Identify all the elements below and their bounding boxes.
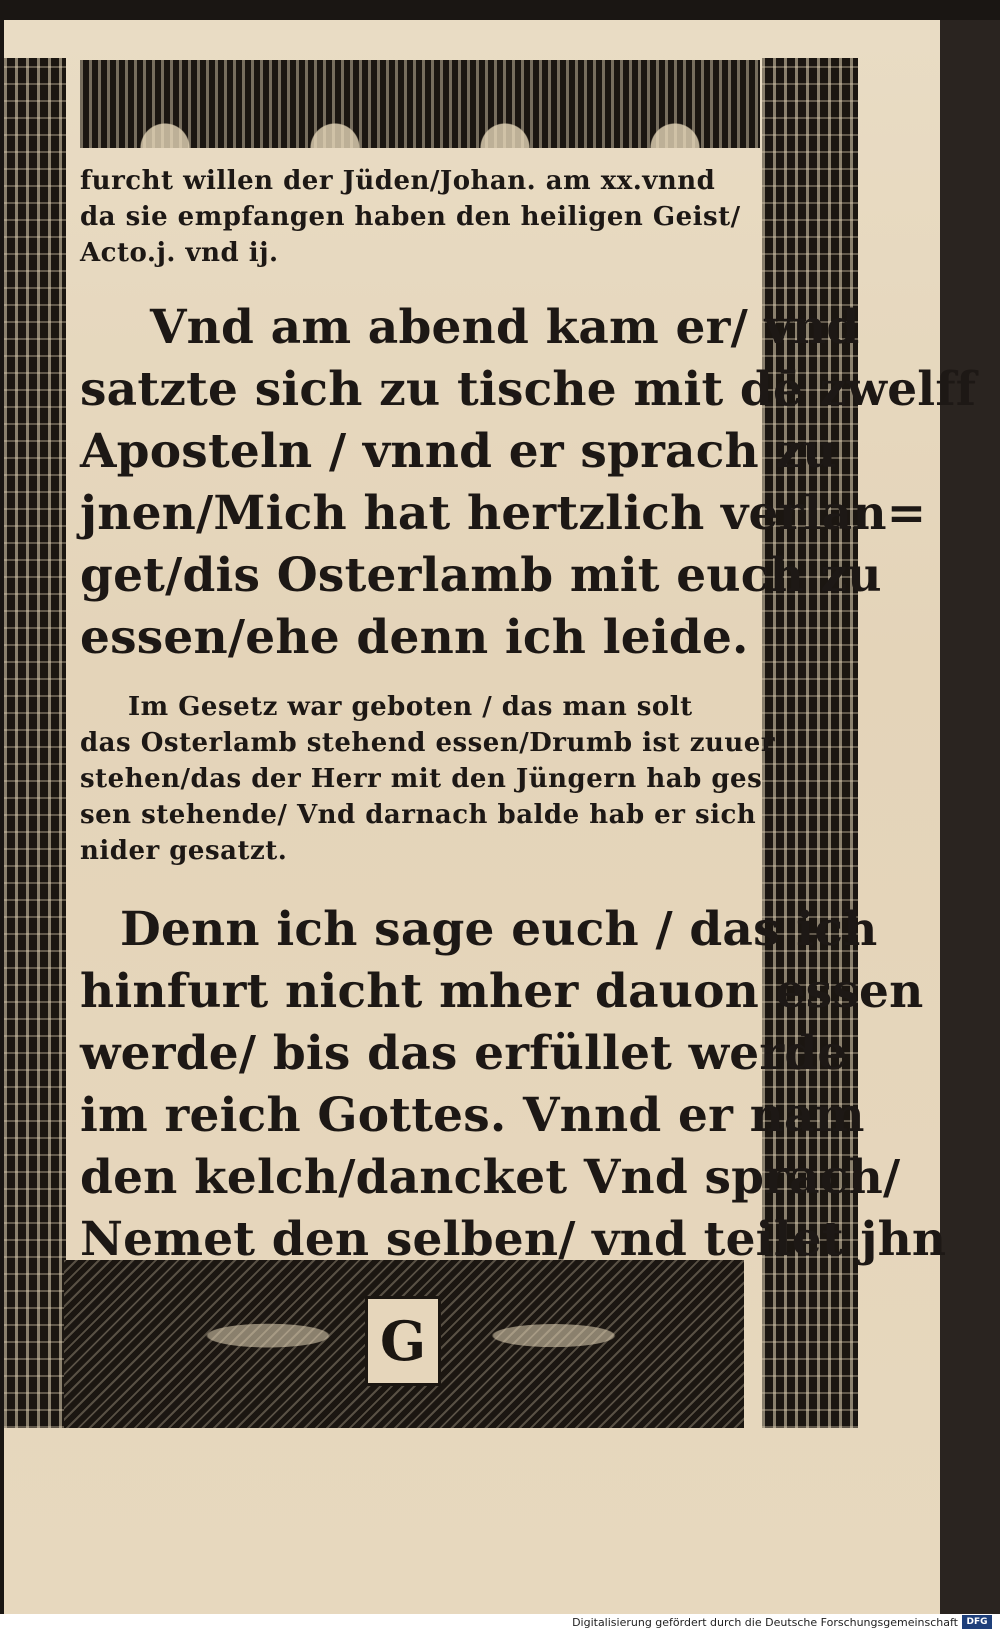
body-line: essen/ehe denn ich leide. [80, 610, 749, 665]
woodcut-border-top [80, 60, 760, 148]
body-line: im reich Gottes. Vnnd er nam [80, 1088, 865, 1143]
gloss-line: da sie empfangen haben den heiligen Geist/ [80, 202, 741, 232]
gloss-line: stehen/das der Herr mit den Jüngern hab ges [80, 764, 763, 794]
funding-notice: Digitalisierung gefördert durch die Deutsche Forschungsgemeinschaft [572, 1616, 958, 1629]
body-line: Aposteln / vnnd er sprach zu [80, 424, 837, 479]
body-line: Vnd am abend kam er/ vnd [150, 300, 860, 355]
gloss-line: sen stehende/ Vnd darnach balde hab er sich [80, 800, 757, 830]
body-line: satzte sich zu tische mit dē zwelff [80, 362, 977, 417]
body-line: werde/ bis das erfüllet werde [80, 1026, 848, 1081]
gloss-line: Im Gesetz war geboten / das man solt [128, 692, 693, 722]
body-line: get/dis Osterlamb mit euch zu [80, 548, 882, 603]
body-line: jnen/Mich hat hertzlich verlan= [80, 486, 927, 541]
gloss-line: Acto.j. vnd ij. [80, 238, 279, 268]
body-line: Denn ich sage euch / das ich [120, 902, 878, 957]
woodcut-border-left [4, 58, 66, 1428]
body-line: Nemet den selben/ vnd teilet jhn [80, 1212, 947, 1267]
ornament-initial: G [365, 1296, 441, 1386]
dfg-logo: DFG [962, 1615, 992, 1629]
body-line: den kelch/dancket Vnd sprach/ [80, 1150, 901, 1205]
gloss-line: furcht willen der Jüden/Johan. am xx.vnnd [80, 166, 716, 196]
gloss-line: nider gesatzt. [80, 836, 288, 866]
page-edge [940, 20, 1000, 1614]
body-line: hinfurt nicht mher dauon essen [80, 964, 924, 1019]
gloss-line: das Osterlamb stehend essen/Drumb ist zuuer [80, 728, 776, 758]
